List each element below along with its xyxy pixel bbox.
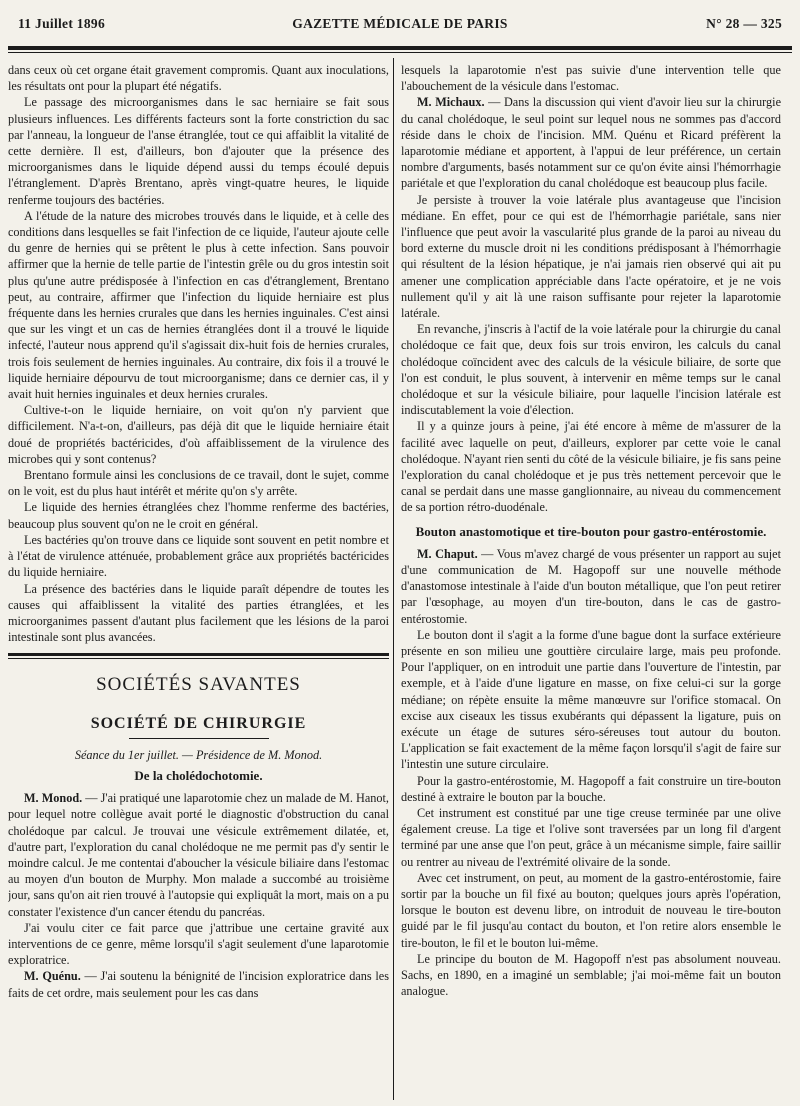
paragraph: [401, 94, 781, 191]
paragraph: Il y a quinze jours à peine, j'ai été encore à même de m'assurer de la facilité avec laquelle on peut, d'ailleurs, explorer par cette voie le canal cholédoque. N'ayant rien senti du côté de la vésicule biliaire, je fis sans peine l'exploration du canal cholédoque et je pus très nettement percevoir que le canal se perdait dans une masse ganglionnaire, au niveau du commencement de sa portion rétro-duodénale.: [401, 419, 781, 515]
section-title: SOCIÉTÉS SAVANTES: [96, 674, 301, 696]
left-column: [8, 62, 389, 1100]
topic-heading: De la cholédochotomie.: [134, 767, 263, 783]
paragraph: Les bactéries qu'on trouve dans ce liquide sont souvent en petit nombre et à l'état de virulence atténuée, probablement grâce aux propriétés bactéricides du liquide herniaire.: [8, 532, 389, 580]
paragraph: A l'étude de la nature des microbes trouvés dans le liquide, et à celle des conditions dans lesquelles se fait l'infection de ce liquide, l'auteur ajoute celle du genre de hernies qui se prêtent le plus à cette infection. Sans pouvoir affirmer que la hernie de telle partie de l'intestin grêle ou du gros intestin soit plus qu'une autre prédisposée à l'infection en cas d'étranglement, Brentano peut, au contraire, affirmer que l'infection du liquide herniaire est plus fréquente dans les hernies crurales que dans les hernies inguinales. C'est ainsi que sur les vingt et un cas de hernies étranglées dont il a trouvé le liquide infecté, l'auteur nous apprend qu'il s'agissait dix-huit fois de hernies crurales, trois fois seulement de hernies inguinales. Au contraire, dix fois il a trouvé le liquide herniaire dépourvu de tout microorganisme; dans ce dernier cas, il y avait huit hernies inguinales et deux hernies crurales.: [8, 208, 389, 402]
paragraph: J'ai voulu citer ce fait parce que j'attribue une certaine gravité aux interventions de ce genre, même lorsqu'il s'agit seulement d'une laparotomie exploratrice.: [8, 920, 389, 968]
paragraph: Le principe du bouton de M. Hagopoff n'est pas absolument nouveau. Sachs, en 1890, en a imaginé un semblable; j'ai moi-même fait un bouton analogue.: [401, 951, 781, 999]
speaker-text: — J'ai pratiqué une laparotomie chez un malade de M. Hanot, pour lequel notre collègue avait porté le diagnostic d'obstruction du canal cholédoque par calcul. Je trouvai une vésicule extrêmement dilatée, et, d'autre part, l'exploration du canal cholédoque ne me permit pas d'y sentir le moindre calcul. Je me contentai d'aboucher la vésicule biliaire dans l'estomac au moyen d'un bouton de Murphy. Mon malade a succombé au troisième jour, sans qu'on ait rien trouvé à l'autopsie qui expliquât la mort, mais on a pu constater l'existence d'un cancer étendu du pancréas.: [8, 791, 389, 919]
paragraph: En revanche, j'inscris à l'actif de la voie latérale pour la chirurgie du canal cholédoque ce fait que, deux fois sur trois environ, les calculs du canal cholédoque coïncident avec des calculs de la vésicule biliaire, de sorte que l'on est conduit, le plus souvent, à intervenir en même temps sur le canal cholédoque et sur la vésicule biliaire, pour laquelle l'incision latérale est indiscutablement la voie d'élection.: [401, 322, 781, 418]
speaker-name: M. Quénu.: [24, 969, 81, 984]
paragraph: dans ceux où cet organe était gravement compromis. Quant aux inoculations, les résultats ont pour la plupart été négatifs.: [8, 63, 389, 94]
right-column: [401, 62, 781, 1100]
paragraph: Brentano formule ainsi les conclusions de ce travail, dont le sujet, comme on le voit, est du plus haut intérêt et mérite qu'on s'y arrête.: [8, 468, 389, 499]
paragraph: Le bouton dont il s'agit a la forme d'une bague dont la surface extérieure présente en son milieu une gouttière circulaire large, mais peu profonde. Pour l'appliquer, on en introduit une partie dans l'ouverture de l'intestin, par exemple, et à l'aide d'une ligature en masse, on fixe celui-ci sur la gorge médiane; on répète ensuite la même manœuvre sur l'orifice stomacal. On excise aux ciseaux les tissus exubérants qui dépassent la ligature, puis on exécute un étage de sutures séro-séreuses tout autour du bouton. L'application se fait exactement de la même façon lorsqu'il s'agit de faire sur l'intestin une suture circulaire.: [401, 627, 781, 772]
speaker-text: — Dans la discussion qui vient d'avoir lieu sur la chirurgie du canal cholédoque, le seul point sur lequel nous ne sommes pas d'accord réside dans le choix de l'incision. MM. Quénu et Ricard préfèrent la laparotomie médiane et apportent, à l'appui de leur préférence, un certain nombre d'arguments, basés notamment sur ce qu'on évite ainsi l'hémorrhagie pariétale et que l'exploration du canal cholédoque est beaucoup plus facile.: [401, 95, 781, 191]
header-date: 11 Juillet 1896: [18, 16, 106, 31]
article-heading: Bouton anastomotique et tire-bouton pour gastro-entérostomie.: [415, 523, 767, 539]
header-rule-thick: [8, 46, 792, 50]
paragraph: [8, 790, 389, 920]
paragraph: [8, 968, 389, 1000]
society-title: SOCIÉTÉ DE CHIRURGIE: [90, 714, 307, 732]
paragraph: Cultive-t-on le liquide herniaire, on voit qu'on n'y parvient que difficilement. N'a-t-on, d'ailleurs, pas déjà dit que le liquide herniaire était doué de propriétés bactéricides, d'où affaiblissement de la virulence des microbes qui y sont contenus?: [8, 403, 389, 466]
paragraph: Je persiste à trouver la voie latérale plus avantageuse que l'incision médiane. En effet, pour ce qui est de l'hémorrhagie pariétale, sans nier l'influence que peut avoir la vascularité plus grande de la paroi au niveau du bord externe du muscle droit ni les conditions prédisposant à l'hémorrhagie qui résultent de la lésion hépatique, je n'ai jamais rien observé qui ait pu amener une complication appréciable dans l'acte opératoire, et je ne vois nullement qu'il y ait là une raison suffisante pour rejeter la laparotomie latérale.: [401, 192, 781, 321]
paragraph: [401, 546, 781, 627]
paragraph: Le liquide des hernies étranglées chez l'homme renferme des bactéries, beaucoup plus souvent qu'on ne le croit en général.: [8, 500, 389, 531]
speaker-text: — Vous m'avez chargé de vous présenter un rapport au sujet d'une communication de M. Hagopoff sur une nouvelle méthode d'anastomose intestinale à l'aide d'un bouton métallique, que l'on peut retirer par l'œsophage, au moyen d'un tire-bouton, dans le cas de gastro-entérostomie.: [401, 546, 781, 626]
paragraph: lesquels la laparotomie n'est pas suivie d'une intervention telle que l'abouchement de la vésicule dans l'estomac.: [401, 63, 781, 94]
society-underline: [129, 738, 269, 739]
paragraph: Avec cet instrument, on peut, au moment de la gastro-entérostomie, faire sortir par la bouche un fil fixé au bouton; quelques jours après l'opération, lorsque le bouton est devenu libre, on introduit de nouveau le tire-bouton guidé par le fil jusqu'au contact du bouton, et l'on retire alors ensemble le tire-bouton, le fil et le bouton lui-même.: [401, 870, 781, 950]
paragraph: Le passage des microorganismes dans le sac herniaire se fait sous plusieurs influences. Les différents facteurs sont la forte constriction du sac par l'anneau, la longueur de l'anse étranglée, tout ce qui affaiblit la vitalité de cette dernière. Il est, d'ailleurs, bon d'ajouter que la présence des microorganismes dans le liquide dépend aussi du temps écoulé depuis l'étranglement. D'après Brentano, après vingt-quatre heures, le liquide renferme toujours des bactéries.: [8, 95, 389, 207]
paragraph: Pour la gastro-entérostomie, M. Hagopoff a fait construire un tire-bouton destiné à extraire le bouton par la bouche.: [401, 773, 781, 804]
paragraph: La présence des bactéries dans le liquide paraît dépendre de toutes les causes qui affaiblissent la vitalité des parties étranglées, et les microorganimes passent d'autant plus facilement que les lésions de la paroi intestinale sont plus avancées.: [8, 581, 389, 645]
section-rule: [8, 653, 389, 656]
paragraph: Cet instrument est constitué par une tige creuse terminée par une olive également creuse. La tige et l'olive sont traversées par un long fil d'argent terminé par une anse que l'on peut, grâce à un mécanisme simple, faire saillir ou rentrer au niveau de l'extrémité olivaire de la sonde.: [401, 805, 781, 869]
session-line: Séance du 1er juillet. — Présidence de M. Monod.: [74, 747, 323, 762]
speaker-name: M. Monod.: [24, 791, 83, 806]
speaker-text: — J'ai soutenu la bénignité de l'incision exploratrice dans les faits de cet ordre, mais seulement pour les cas dans: [8, 969, 389, 1000]
page-number: N° 28 — 325: [706, 16, 782, 31]
header-rule-thin: [8, 52, 792, 53]
speaker-name: M. Chaput.: [417, 546, 478, 561]
speaker-name: M. Michaux.: [417, 95, 485, 110]
section-rule-thin: [8, 658, 389, 659]
page-header: [18, 16, 782, 38]
column-divider: [393, 58, 394, 1100]
journal-title: GAZETTE MÉDICALE DE PARIS: [292, 16, 508, 31]
